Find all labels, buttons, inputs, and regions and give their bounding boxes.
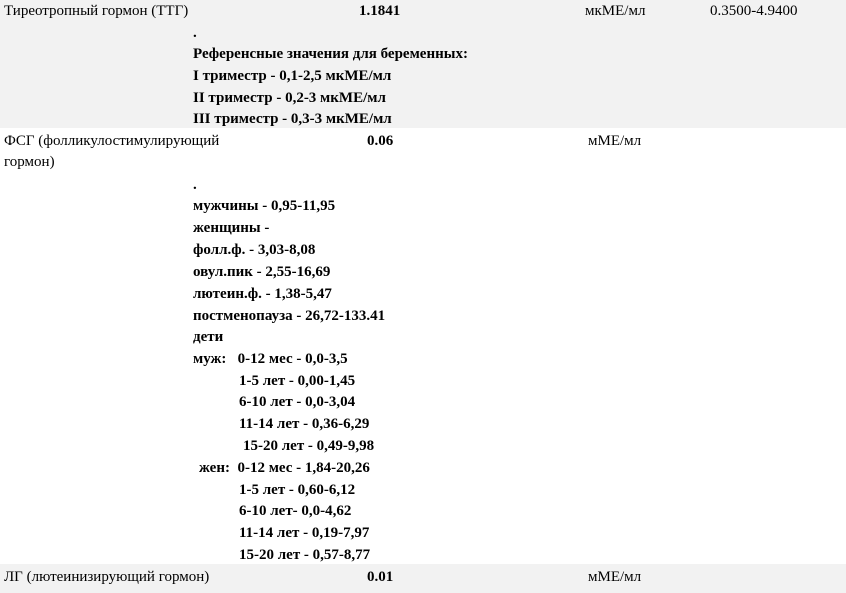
test-name: ЛГ (лютеинизирующий гормон) [4, 569, 210, 585]
test-name-continued: гормон) [4, 154, 55, 170]
note-line: 15-20 лет - 0,49-9,98 [243, 438, 375, 454]
note-line: фолл.ф. - 3,03-8,08 [193, 242, 316, 258]
note-line: овул.пик - 2,55-16,69 [193, 264, 331, 280]
reference-range: 0.3500-4.9400 [710, 3, 798, 19]
note-line: 6-10 лет - 0,0-3,04 [239, 394, 356, 410]
table-row-lh [0, 564, 846, 593]
note-line: мужчины - 0,95-11,95 [193, 198, 336, 214]
test-value: 0.06 [367, 133, 394, 149]
note-line: I триместр - 0,1-2,5 мкМЕ/мл [193, 68, 392, 84]
note-line: . [193, 25, 197, 41]
test-name: ФСГ (фолликулостимулирующий [4, 133, 220, 149]
note-line: жен: 0-12 мес - 1,84-20,26 [199, 460, 370, 476]
test-value: 0.01 [367, 569, 394, 585]
note-line: дети [193, 329, 224, 345]
note-line: Референсные значения для беременных: [193, 46, 468, 62]
note-line: II триместр - 0,2-3 мкМЕ/мл [193, 90, 386, 106]
note-line: . [193, 177, 197, 193]
note-line: 11-14 лет - 0,36-6,29 [239, 416, 370, 432]
table-row-fsh [0, 128, 846, 564]
test-unit: мМЕ/мл [588, 133, 642, 149]
test-unit: мкМЕ/мл [585, 3, 646, 19]
note-line: 1-5 лет - 0,00-1,45 [239, 373, 356, 389]
note-line: 6-10 лет- 0,0-4,62 [239, 503, 352, 519]
note-line: 11-14 лет - 0,19-7,97 [239, 525, 370, 541]
test-unit: мМЕ/мл [588, 569, 642, 585]
table-row-tsh [0, 0, 846, 128]
note-line: 15-20 лет - 0,57-8,77 [239, 547, 371, 563]
note-line: муж: 0-12 мес - 0,0-3,5 [193, 351, 348, 367]
note-line: лютеин.ф. - 1,38-5,47 [193, 286, 332, 302]
test-name: Тиреотропный гормон (ТТГ) [4, 3, 189, 19]
test-value: 1.1841 [359, 3, 401, 19]
note-line: женщины - [193, 220, 270, 236]
note-line: III триместр - 0,3-3 мкМЕ/мл [193, 111, 392, 127]
note-line: 1-5 лет - 0,60-6,12 [239, 482, 356, 498]
note-line: постменопауза - 26,72-133.41 [193, 308, 386, 324]
